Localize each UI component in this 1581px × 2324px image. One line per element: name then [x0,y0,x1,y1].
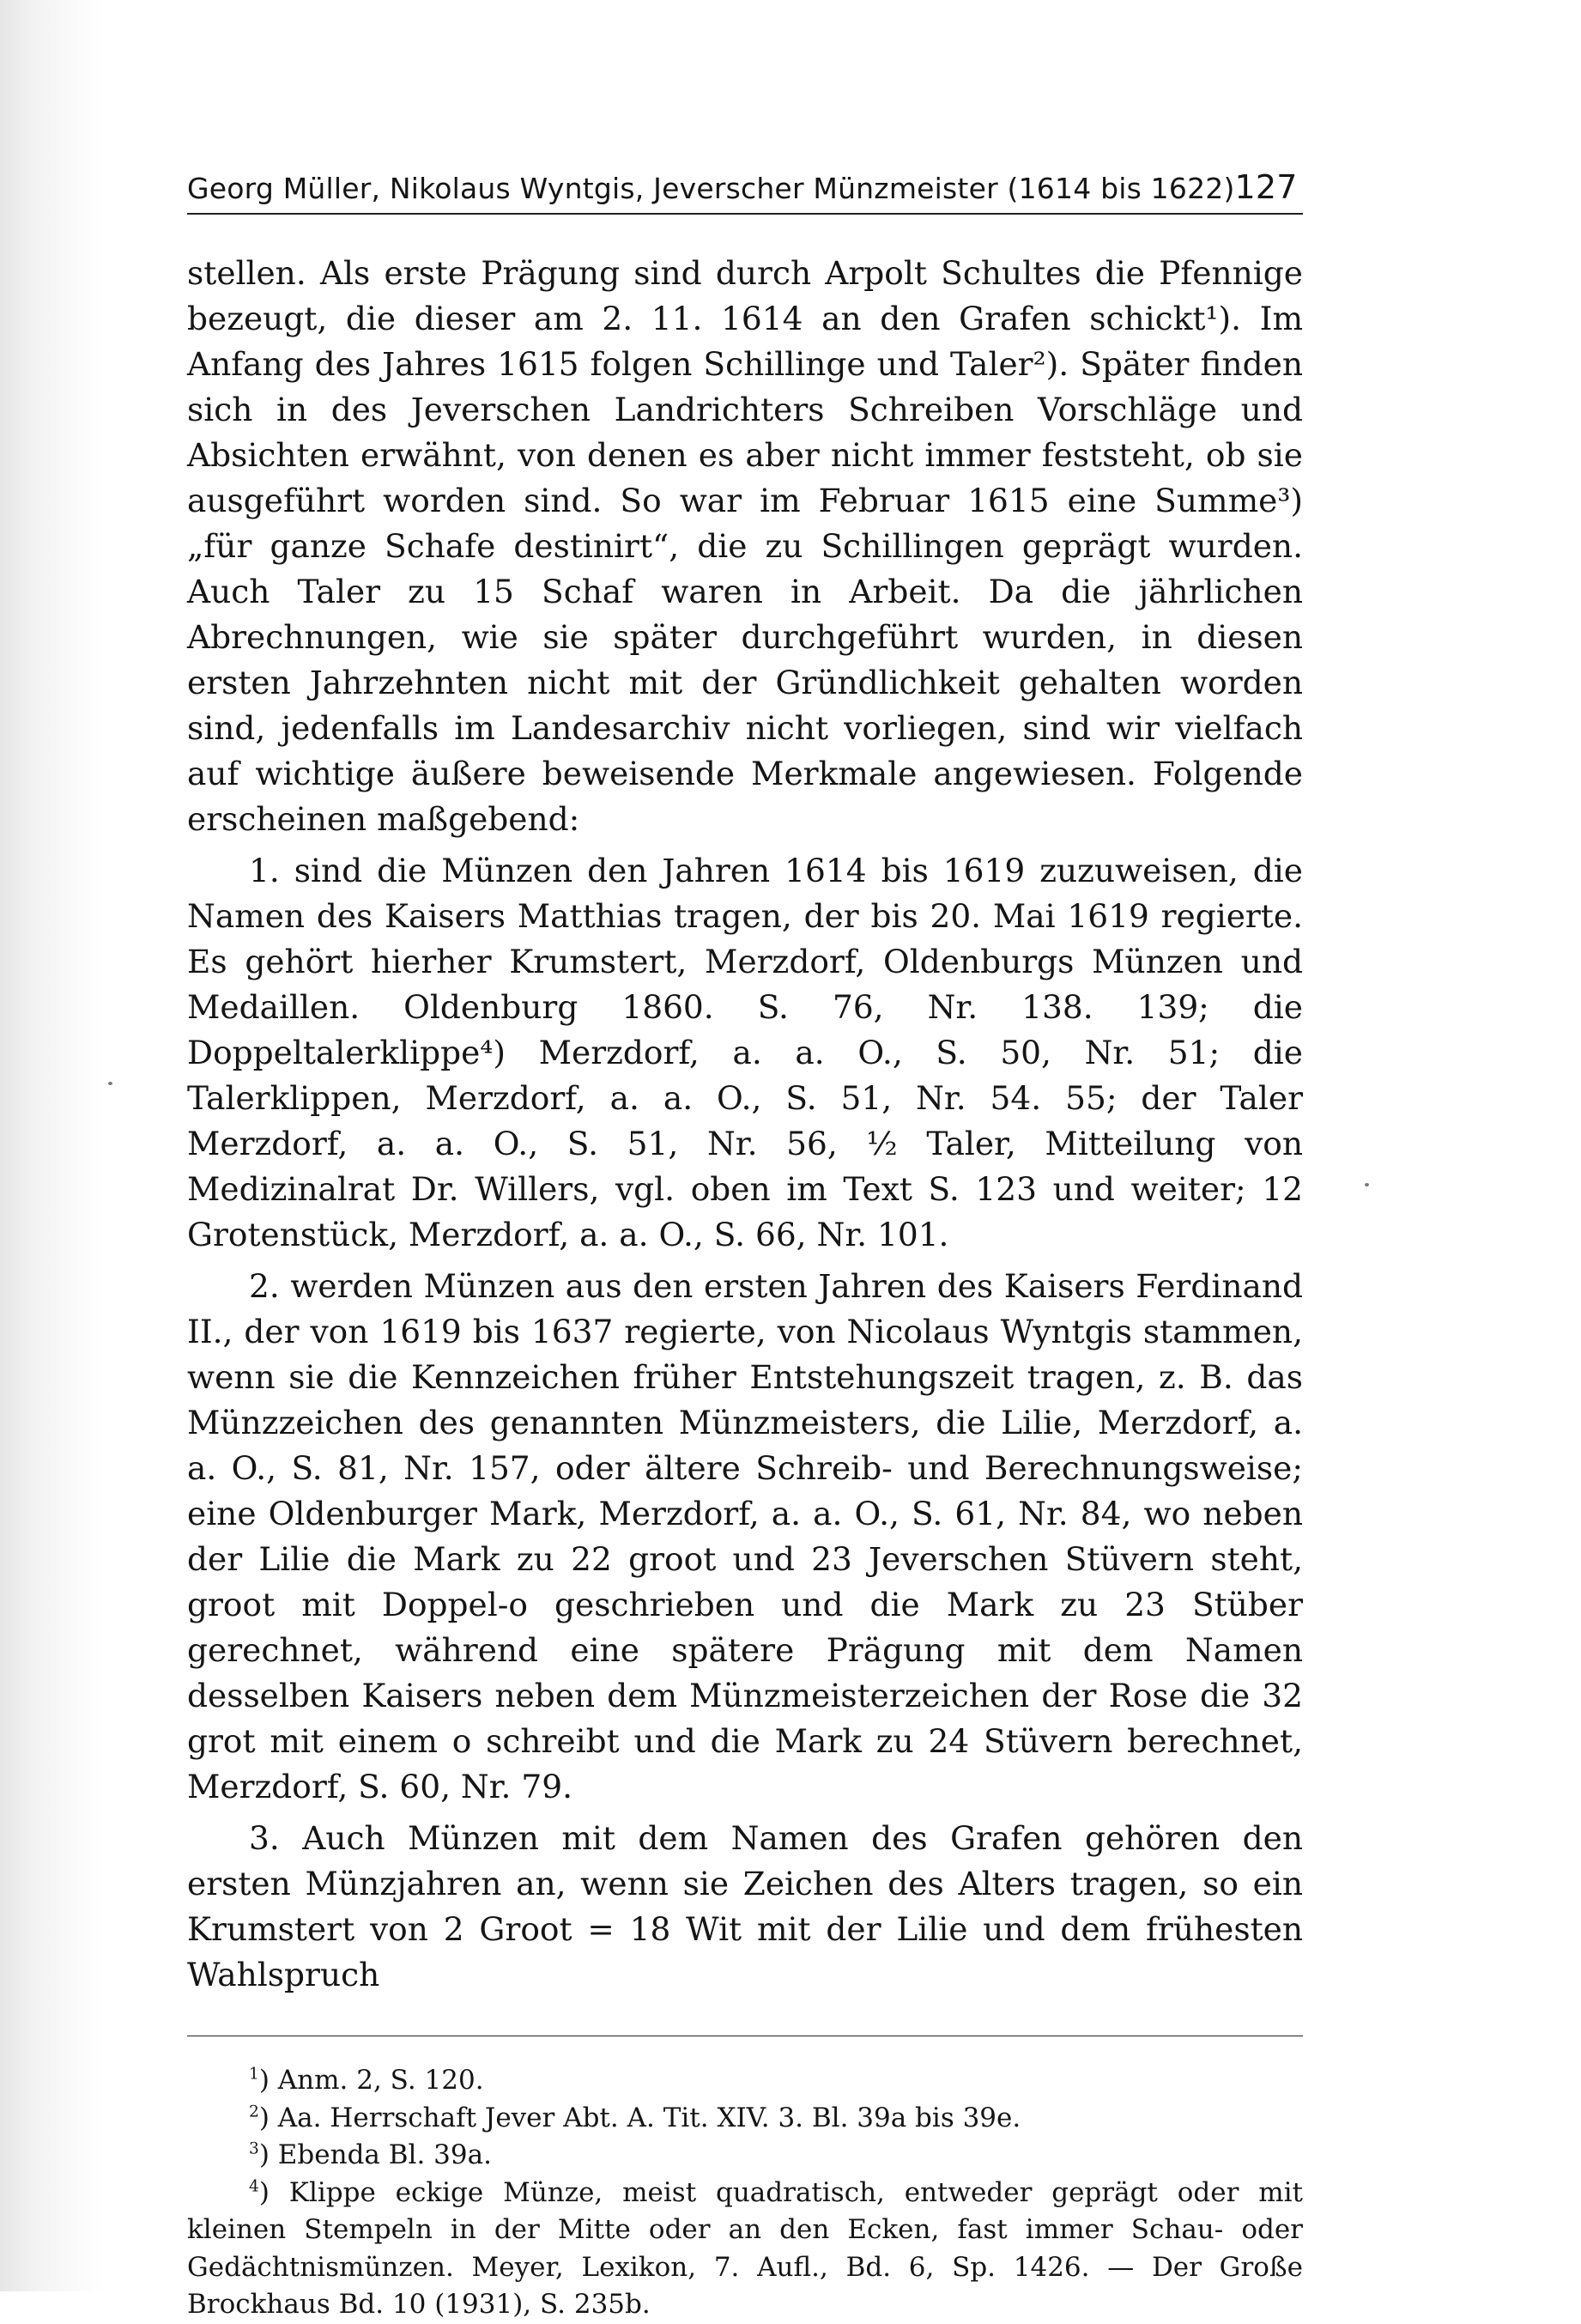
footnote-mark: 3 [249,2139,259,2158]
paragraph-point-1: 1. sind die Münzen den Jahren 1614 bis 1619 zuzuweisen, die Namen des Kaisers Matthias tragen, der bis 20. Mai 1619 regierte. Es gehört hierher Krumstert, Merzdorf, Oldenburgs Münzen und Medaillen. Oldenburg 1860. S. 76, Nr. 138. 139; die Doppeltalerklippe⁴) Merzdorf, a. a. O., S. 50, Nr. 51; die Talerklippen, Merzdorf, a. a. O., S. 51, Nr. 54. 55; der Taler Merzdorf, a. a. O., S. 51, Nr. 56, ½ Taler, Mitteilung von Medizinalrat Dr. Willers, vgl. oben im Text S. 123 und weiter; 12 Grotenstück, Merzdorf, a. a. O., S. 66, Nr. 101. [187,852,1303,1253]
footnote-text: Ebenda Bl. 39a. [277,2139,492,2170]
scan-speck [1365,1183,1369,1186]
page-number: 127 [1234,168,1298,206]
footnote-1: $^1$) Anm. 2, S. 120. [249,2065,484,2096]
footnote-text: Anm. 2, S. 120. [277,2065,484,2096]
main-text [187,251,1303,1998]
footnote-mark: 1 [249,2065,259,2084]
paragraph-point-2: 2. werden Münzen aus den ersten Jahren des Kaisers Ferdinand II., der von 1619 bis 1637 regierte, von Nicolaus Wyntgis stammen, wenn sie die Kennzeichen früher Entstehungszeit tragen, z. B. das Münzzeichen des genannten Münzmeisters, die Lilie, Merzdorf, a. a. O., S. 81, Nr. 157, oder ältere Schreib- und Berechnungsweise; eine Oldenburger Mark, Merzdorf, a. a. O., S. 61, Nr. 84, wo neben der Lilie die Mark zu 22 groot und 23 Jeverschen Stüvern steht, groot mit Doppel-o geschrieben und die Mark zu 23 Stüber gerechnet, während eine spätere Prägung mit dem Namen desselben Kaisers neben dem Münzmeisterzeichen der Rose die 32 grot mit einem o schreibt und die Mark zu 24 Stüvern berechnet, Merzdorf, S. 60, Nr. 79. [187,1267,1303,1805]
running-title: Georg Müller, Nikolaus Wyntgis, Jeverscher Münzmeister (1614 bis 1622) [187,172,1235,205]
scan-speck [108,1082,112,1085]
paragraph-intro: stellen. Als erste Prägung sind durch Arpolt Schultes die Pfennige bezeugt, die dieser am 2. 11. 1614 an den Grafen schickt¹). Im Anfang des Jahres 1615 folgen Schillinge und Taler²). Später finden sich in des Jeverschen Landrichters Schreiben Vorschläge und Absichten erwähnt, von denen es aber nicht immer feststeht, ob sie ausgeführt worden sind. So war im Februar 1615 eine Summe³) „für ganze Schafe destinirt“, die zu Schillingen geprägt wurden. Auch Taler zu 15 Schaf waren in Arbeit. Da die jährlichen Abrechnungen, wie sie später durchgeführt wurden, in diesen ersten Jahrzehnten nicht mit der Gründlichkeit gehalten worden sind, jedenfalls im Landesarchiv nicht vorliegen, sind wir vielfach auf wichtige äußere beweisende Merkmale angewiesen. Folgende erscheinen maßgebend: [187,254,1303,838]
footnote-mark: 2 [249,2103,259,2121]
footnote-mark: 4 [249,2177,259,2196]
footnote-3: $^3$) Ebenda Bl. 39a. [249,2139,492,2170]
footnote-4: $^4$) Klippe eckige Münze, meist quadratisch, entweder geprägt oder mit kleinen Stempeln in der Mitte oder an den Ecken, fast immer Schau- oder Gedächtnismünzen. Meyer, Lexikon, 7. Aufl., Bd. 6, Sp. 1426. — Der Große Brockhaus Bd. 10 (1931), S. 235b. [187,2176,1303,2320]
paragraph-point-3: 3. Auch Münzen mit dem Namen des Grafen gehören den ersten Münzjahren an, wenn sie Zeichen des Alters tragen, so ein Krumstert von 2 Groot = 18 Wit mit der Lilie und dem frühesten Wahlspruch [187,1819,1303,1993]
book-page [187,168,1303,2324]
footnote-text: Klippe eckige Münze, meist quadratisch, entweder geprägt oder mit kleinen Stempeln in der Mitte oder an den Ecken, fast immer Schau- oder Gedächtnismünzen. Meyer, Lexikon, 7. Aufl., Bd. 6, Sp. 1426. — Der Große Brockhaus Bd. 10 (1931), S. 235b. [187,2176,1303,2320]
scan-edge-shadow [0,0,103,2291]
footnotes [187,2062,1303,2324]
footnote-2: $^2$) Aa. Herrschaft Jever Abt. A. Tit. XIV. 3. Bl. 39a bis 39e. [249,2102,1021,2133]
running-header [187,168,1303,215]
footnote-text: Aa. Herrschaft Jever Abt. A. Tit. XIV. 3. Bl. 39a bis 39e. [277,2102,1021,2133]
